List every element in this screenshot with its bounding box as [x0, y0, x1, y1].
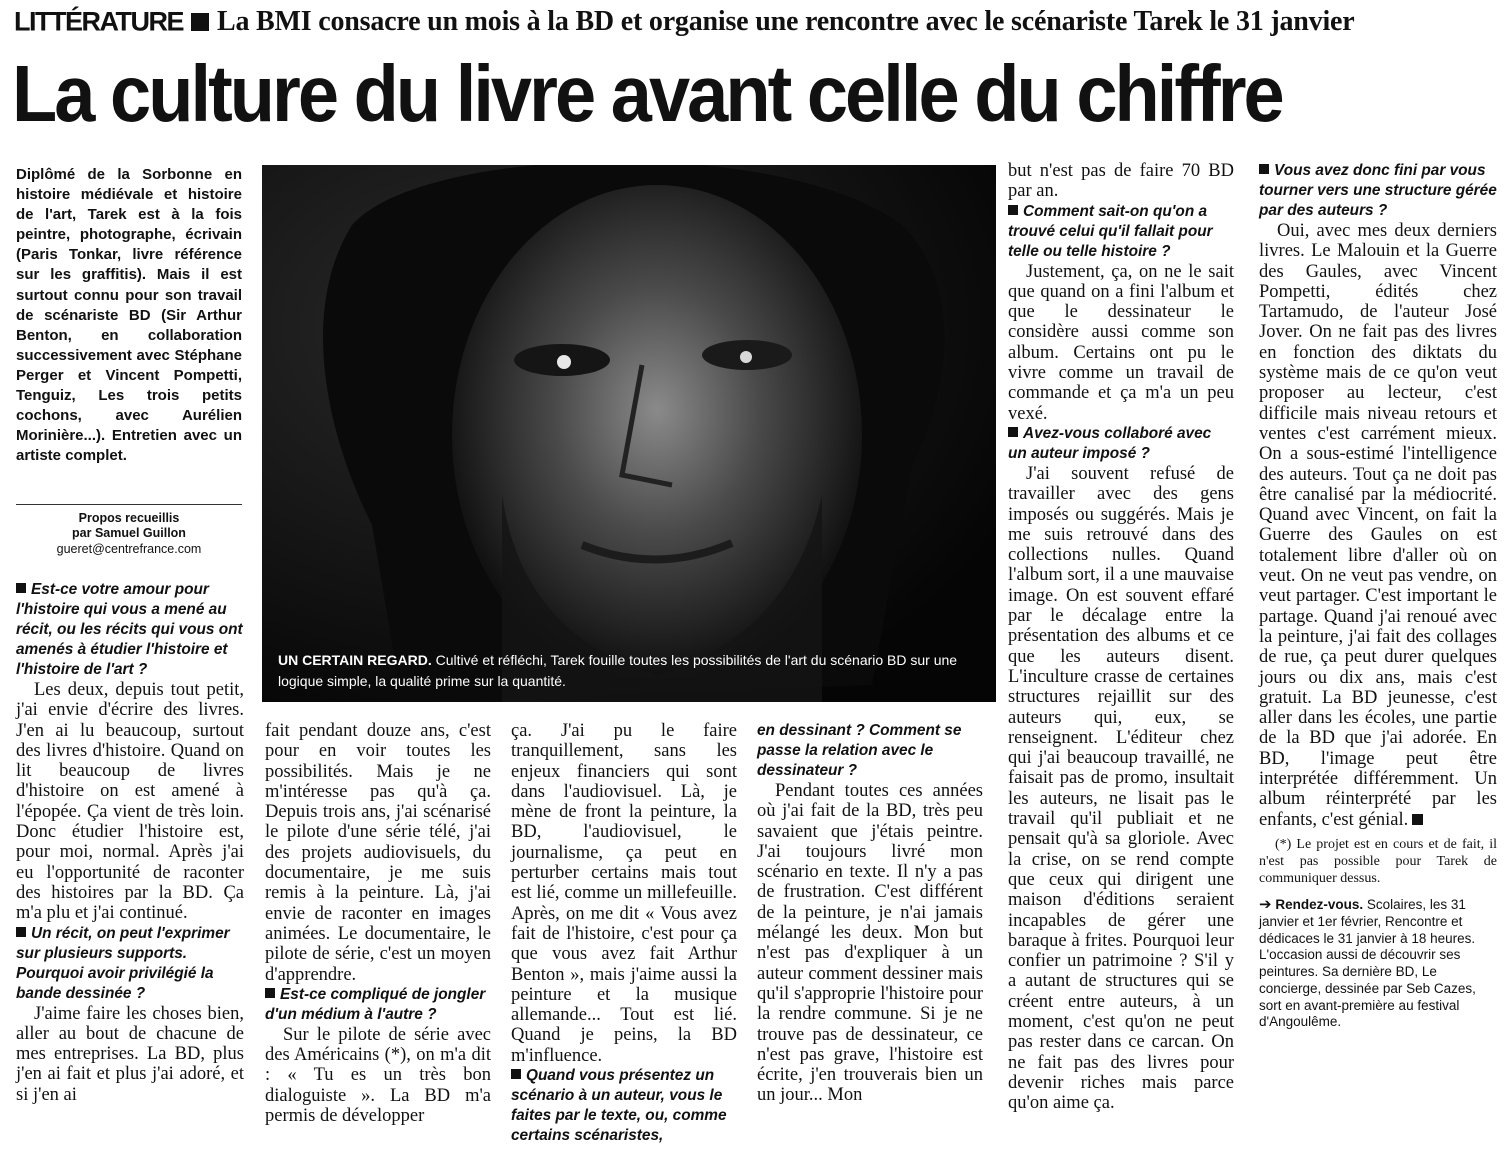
square-bullet-icon: [1008, 205, 1018, 215]
question-text: Vous avez donc fini par vous tourner vers une structure gérée par des auteurs ?: [1259, 162, 1497, 219]
headline: La culture du livre avant celle du chiffre: [12, 49, 1282, 138]
end-mark-icon: [1412, 814, 1423, 825]
column-2: [265, 721, 491, 1126]
question-text: Est-ce votre amour pour l'histoire qui vous a mené au récit, ou les récits qui vous ont amenés à étudier l'histoire et l'histoire de l'art ?: [16, 581, 243, 678]
question-text: Quand vous présentez un scénario à un auteur, vous le faites par le texte, ou, comme certains scénaristes,: [511, 1067, 727, 1145]
question: [265, 985, 491, 1025]
answer: Les deux, depuis tout petit, j'ai envie d'écrire des livres. J'en ai lu beaucoup, surtout des livres d'histoire. Quand on lit beaucoup de livres d'histoire on est amené à l'épopée. Ça vient de très loin. Donc étudier l'histoire est, pour moi, normal. Après j'ai eu l'opportunité de raconter des histoires par la BD. Ça m'a plu et j'ai continué.: [16, 680, 244, 924]
column-6: [1259, 161, 1497, 1031]
question-text: Est-ce compliqué de jongler d'un médium à l'autre ?: [265, 985, 486, 1023]
question: [16, 580, 244, 680]
photo-caption: [278, 650, 978, 692]
footnote: (*) Le projet est en cours et de fait, il n'est pas possible pour Tarek de communiquer dessus.: [1259, 836, 1497, 886]
kicker-line: [14, 6, 1494, 42]
answer: Justement, ça, on ne le sait que quand on a fini l'album et que le dessinateur le considère aussi comme son album. Certains ont pu le vivre comme un travail de commande et ça m'a un peu vexé.: [1008, 261, 1234, 424]
column-3: [511, 721, 737, 1146]
lead-paragraph: Diplômé de la Sorbonne en histoire médiévale et histoire de l'art, Tarek est à la fois peintre, photographe, écrivain (Paris Tonkar, livre référence sur les graffitis). Mais il est surtout connu pour son travail de scénariste BD (Sir Arthur Benton, en collaboration successivement avec Stéphane Perger et Vincent Pompetti, Tenguiz, Les trois petits cochons, avec Aurélien Morinière...). Entretien avec un artiste complet.: [16, 166, 242, 465]
answer-text: Oui, avec mes deux derniers livres. Le Malouin et la Guerre des Gaules, avec Vincent Pompetti, édités chez Tartamudo, de l'auteur José Jover. On ne fait pas des livres en fonction des diktats du système mais de ce qu'on veut proposer au lecteur, c'est difficile mais niveau retours et ventes c'est carrément mieux. On a sous-estimé l'intelligence des auteurs. Tout ça ne doit pas être canalisé par la médiocrité. Quand avec Vincent, on fait la Guerre des Gaules on est totalement libre d'aller où on veut. On ne veut pas vendre, on veut partager. C'est important le partage. Quand j'ai renoué avec la peinture, j'ai fait des collages de rue, ça peut durer quelques jours ou dix ans, mais c'est gratuit. La BD jeunesse, c'est aller dans les écoles, une partie de la BD que j'ai adorée. En BD, l'image peut être interprétée différemment. Un album réinterprété par les enfants, c'est génial.: [1259, 221, 1497, 830]
byline: [16, 504, 242, 557]
question-text: Avez-vous collaboré avec un auteur imposé ?: [1008, 424, 1212, 462]
square-bullet-icon: [511, 1069, 521, 1079]
byline-line1: Propos recueillis: [78, 511, 180, 525]
square-bullet-icon: [16, 927, 26, 937]
answer: J'ai souvent refusé de travailler avec des gens imposés ou suggérés. Mais je me suis retrouvé dans des collections nulles. Quand l'album sort, il a une mauvaise image. On est souvent effaré par le décalage entre la présentation des albums et ce que les auteurs disent. L'inculture crasse de certaines structures rejaillit sur des auteurs qui, eux, se renseignent. L'éditeur chez qui j'ai beaucoup travaillé, ne faisait pas de promo, insultait les auteurs, ne lisait pas le travail qu'il publiait et ne pensait qu'à sa gloriole. Avec la crise, on se rend compte que ceux qui dirigent une maison d'éditions seraient incapables de gérer une baraque à frites. Pourquoi leur confier un patrimoine ? S'il y a autant de structures qui se créent entre auteurs, à un moment, c'est qu'on ne peut pas rester dans ce carcan. On ne fait pas des livres pour devenir riches mais parce qu'on aime ça.: [1008, 463, 1234, 1114]
question-text: Un récit, on peut l'exprimer sur plusieurs supports. Pourquoi avoir privilégié la bande dessinée ?: [16, 924, 230, 1002]
rdv-title: Rendez-vous.: [1275, 896, 1364, 912]
divider: [16, 504, 242, 505]
portrait-image: [262, 165, 996, 702]
portrait-photo: [262, 165, 996, 702]
square-bullet-icon: [1008, 427, 1018, 437]
byline-author: par Samuel Guillon: [72, 526, 186, 540]
answer: J'aime faire les choses bien, aller au bout de chacune de mes entreprises. La BD, plus j'en ai fait et plus j'ai adoré, et si j'en ai: [16, 1003, 244, 1105]
question-text: Comment sait-on qu'on a trouvé celui qu'il fallait pour telle ou telle histoire ?: [1008, 202, 1213, 260]
caption-title: UN CERTAIN REGARD.: [278, 652, 432, 668]
question-continued: en dessinant ? Comment se passe la relation avec le dessinateur ?: [757, 722, 962, 779]
kicker-subtitle: La BMI consacre un mois à la BD et organise une rencontre avec le scénariste Tarek le 31 janvier: [216, 6, 1355, 37]
answer: Pendant toutes ces années où j'ai fait de la BD, très peu savaient que j'étais peintre. J'ai toujours livré mon scénario en texte. Il n'y a pas de frustration. C'est différent de la peinture, je n'ai jamais mélangé les deux. Mon but n'est pas d'expliquer à un auteur comment dessiner mais qu'il s'approprie l'histoire pour la rendre commune. Si je ne trouve pas de dessinateur, ce n'est pas grave, l'histoire est écrite, j'en trouverais bien un un jour... Mon: [757, 781, 983, 1106]
column-5: [1008, 161, 1234, 1113]
question: [1008, 202, 1234, 262]
answer: Sur le pilote de série avec des Américains (*), on m'a dit : « Tu es un très bon dialoguiste ». La BD m'a permis de développer: [265, 1024, 491, 1127]
column-1: [16, 580, 244, 1105]
question: [1259, 161, 1497, 221]
answer-continued: but n'est pas de faire 70 BD par an.: [1008, 161, 1234, 202]
question: [16, 924, 244, 1004]
caption-text: Cultivé et réfléchi, Tarek fouille toutes les possibilités de l'art du scénario BD sur une logique simple, la qualité prime sur la quantité.: [278, 652, 958, 689]
rendez-vous-box: [1259, 895, 1497, 1031]
question: [511, 1066, 737, 1146]
byline-email: gueret@centrefrance.com: [56, 542, 202, 556]
square-bullet-icon: [265, 988, 275, 998]
section-rubric: LITTÉRATURE: [14, 6, 183, 37]
question: [1008, 424, 1234, 464]
square-bullet-icon: [1259, 164, 1269, 174]
answer: [1259, 221, 1497, 830]
arrow-right-icon: ➔: [1259, 895, 1272, 913]
column-4: [757, 721, 983, 1106]
rdv-text: Scolaires, les 31 janvier et 1er février, Rencontre et dédicaces le 31 janvier à 18 heures. L'occasion aussi de découvrir ses peintures. Sa dernière BD, Le concierge, dessinée par Seb Cazes, sort en avant-première au festival d'Angoulême.: [1259, 896, 1476, 1030]
square-bullet-icon: [191, 13, 209, 31]
answer-continued: fait pendant douze ans, c'est pour en voir toutes les possibilités. Mais je ne m'intéresse pas qu'à ça. Depuis trois ans, j'ai scénarisé le pilote d'une série télé, j'ai des projets audiovisuels, du documentaire, je me suis remis à la peinture. Là, j'ai envie de raconter en images animées. Le documentaire, le pilote de série, c'est un moyen d'apprendre.: [265, 721, 491, 985]
square-bullet-icon: [16, 583, 26, 593]
answer-continued: ça. J'ai pu le faire tranquillement, sans les enjeux financiers qui sont dans l'audiovisuel. Là, je mène de front la peinture, la BD, l'audiovisuel, le journalisme, ça peut en perturber certains mais tout est lié, comme un millefeuille. Après, on me dit « Vous avez fait de l'histoire, c'est pour ça que vous avez fait Arthur Benton », mais j'aime aussi la peinture et la musique allemande... Tout est lié. Quand je peins, la BD m'influence.: [511, 721, 737, 1066]
